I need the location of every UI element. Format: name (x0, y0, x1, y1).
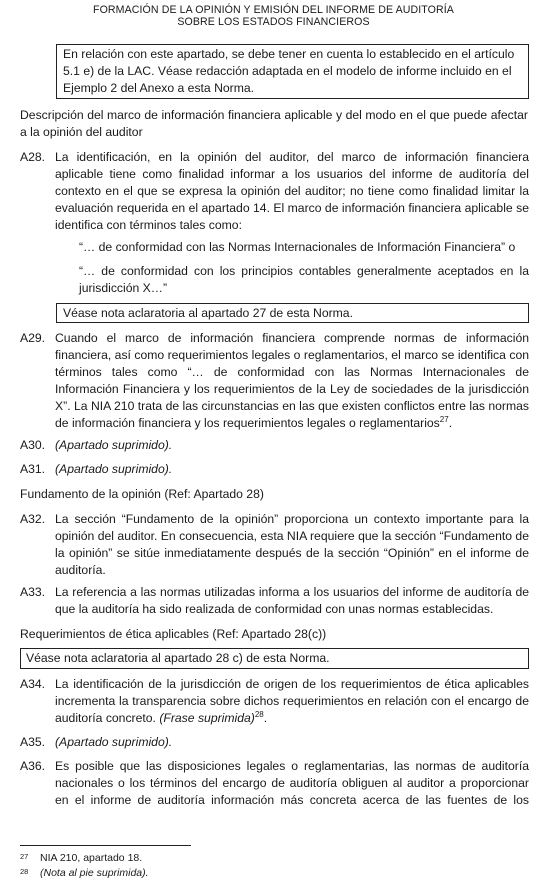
page-header (0, 4, 547, 28)
paragraph-body: Cuando el marco de información financiera comprende normas de información financiera, así como requerimientos legales o reglamentarios, el marco se identifica con términos tales como “… de conformidad con las Normas Internacionales de Información Financiera y los requerimientos de la Ley de sociedades de la jurisdicción X”. La NIA 210 trata de las circunstancias en las que existen conflictos entre las normas de información financiera y los requerimientos legales o reglamentarios (55, 331, 529, 430)
note-box-text: Véase nota aclaratoria al apartado 28 c) de esta Norma. (26, 651, 330, 665)
footnote-number: 28 (20, 867, 29, 876)
note-box-apartado-27 (56, 303, 529, 323)
quote-nif: “… de conformidad con las Normas Internacionales de Información Financiera” o (79, 240, 516, 254)
footnote-number: 27 (20, 852, 29, 861)
paragraph-end: . (263, 711, 268, 725)
paragraph-number: A30. (20, 438, 46, 452)
paragraph-italic: (Apartado suprimido). (55, 735, 173, 749)
paragraph-end: . (448, 416, 453, 430)
section-heading-descripcion: Descripción del marco de información financiera aplicable y del modo en el que puede afectar a la opinión del auditor (20, 108, 528, 139)
header-line-2: SOBRE LOS ESTADOS FINANCIEROS (177, 16, 370, 28)
paragraph-number: A32. (20, 512, 46, 526)
paragraph-number: A35. (20, 735, 46, 749)
paragraph-number: A33. (20, 585, 46, 599)
paragraph-number: A31. (20, 462, 46, 476)
paragraph-italic: (Frase suprimida) (159, 711, 255, 725)
paragraph-number: A28. (20, 150, 46, 164)
section-heading-fundamento: Fundamento de la opinión (Ref: Apartado 28) (20, 487, 264, 501)
section-heading-etica: Requerimientos de ética aplicables (Ref: Apartado 28(c)) (20, 627, 327, 641)
paragraph-text (55, 676, 529, 727)
note-box-text: Véase nota aclaratoria al apartado 27 de esta Norma. (63, 306, 353, 320)
paragraph-italic: (Apartado suprimido). (55, 462, 173, 476)
footnote-ref-28[interactable]: 28 (254, 709, 264, 719)
paragraph-number: A36. (20, 759, 46, 773)
header-line-1: FORMACIÓN DE LA OPINIÓN Y EMISIÓN DEL INFORME DE AUDITORÍA (93, 4, 454, 16)
quote-pcga: “… de conformidad con los principios contables generalmente aceptados en la jurisdicción X…” (79, 264, 529, 295)
paragraph-text (55, 330, 529, 432)
paragraph-number: A29. (20, 331, 46, 345)
paragraph-text: La sección “Fundamento de la opinión” proporciona un contexto importante para la opinión del auditor. En consecuencia, esta NIA requiere que la sección “Fundamento de la opinión” se sitúe inmediatamente después de la sección “Opinión” en el informe de auditoría. (55, 512, 529, 577)
paragraph-text (55, 461, 529, 478)
note-box-text: En relación con este apartado, se debe tener en cuenta lo establecido en el artículo 5.1 e) de la LAC. Véase redacción adaptada en el modelo de informe incluido en el Ejemplo 2 del Anexo a esta Norma. (63, 47, 515, 95)
paragraph-number: A34. (20, 677, 46, 691)
note-box-apartado-28c (20, 648, 529, 669)
paragraph-text: La referencia a las normas utilizadas informa a los usuarios del informe de auditoría de que la auditoría ha sido realizada de conformidad con unas normas establecidas. (55, 585, 529, 616)
footnote-ref-27[interactable]: 27 (439, 414, 449, 424)
paragraph-text: La identificación, en la opinión del auditor, del marco de información financiera aplicable tiene como finalidad informar a los usuarios del informe de auditoría del contexto en el que se expresa la opinión del auditor; no tiene como finalidad limitar la evaluación requerida en el apartado 14. El marco de información financiera aplicable se identifica con términos tales como: (55, 150, 529, 232)
paragraph-italic: (Apartado suprimido). (55, 438, 173, 452)
paragraph-text (55, 734, 529, 751)
paragraph-text: Es posible que las disposiciones legales o reglamentarias, las normas de auditoría nacionales o los términos del encargo de auditoría obliguen al auditor a proporcionar en el informe de auditoría información más concreta acerca de las fuentes de los (55, 759, 529, 807)
footnote-text: (Nota al pie suprimida). (40, 867, 149, 879)
paragraph-body: La identificación de la jurisdicción de origen de los requerimientos de ética aplicables incrementa la transparencia sobre dichos requerimientos en relación con el encargo de auditoría concreto. (55, 677, 529, 725)
footnote-text: NIA 210, apartado 18. (40, 852, 143, 864)
note-box-articulo (56, 44, 529, 99)
paragraph-text (55, 437, 529, 454)
footnote-divider (20, 845, 191, 846)
